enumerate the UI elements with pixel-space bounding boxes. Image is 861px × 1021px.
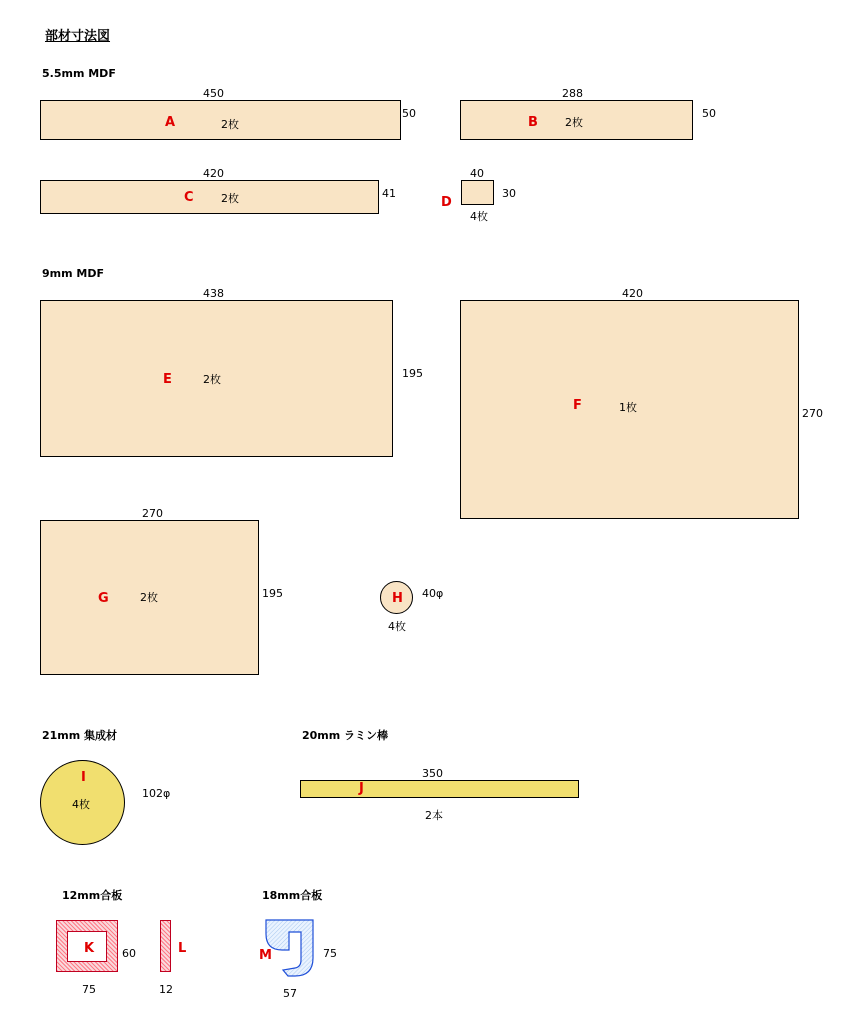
part-c-label: C xyxy=(184,190,194,205)
part-i-label: I xyxy=(81,770,86,785)
part-g-width: 270 xyxy=(142,507,163,520)
part-b-height: 50 xyxy=(702,107,716,120)
part-e-height: 195 xyxy=(402,367,423,380)
part-j-bar xyxy=(300,780,579,798)
part-b-width: 288 xyxy=(562,87,583,100)
page-title: 部材寸法図 xyxy=(45,29,111,44)
section-ramin-20: 20mm ラミン棒 xyxy=(302,729,389,742)
part-e-count: 2枚 xyxy=(203,373,221,386)
part-j-count: 2本 xyxy=(425,809,443,822)
part-i-count: 4枚 xyxy=(72,798,90,811)
part-a-height: 50 xyxy=(402,107,416,120)
part-j-label: J xyxy=(359,781,364,796)
part-k-label: K xyxy=(84,941,95,956)
part-m-label: M xyxy=(259,948,272,963)
part-c-height: 41 xyxy=(382,187,396,200)
section-mdf-5-5: 5.5mm MDF xyxy=(42,67,116,80)
part-a-label: A xyxy=(165,115,176,130)
part-h-count: 4枚 xyxy=(388,620,406,633)
part-a-width: 450 xyxy=(203,87,224,100)
part-a-count: 2枚 xyxy=(221,118,239,131)
part-f-width: 420 xyxy=(622,287,643,300)
part-l-strip xyxy=(160,920,171,972)
part-k-height: 60 xyxy=(122,947,136,960)
part-b-label: B xyxy=(528,115,538,130)
part-d-width: 40 xyxy=(470,167,484,180)
part-m-height: 75 xyxy=(323,947,337,960)
part-f-label: F xyxy=(573,398,582,413)
part-g-height: 195 xyxy=(262,587,283,600)
part-l-label: L xyxy=(178,941,187,956)
part-e-label: E xyxy=(163,372,172,387)
part-c-width: 420 xyxy=(203,167,224,180)
section-mdf-9: 9mm MDF xyxy=(42,267,104,280)
part-f-count: 1枚 xyxy=(619,401,637,414)
part-e-width: 438 xyxy=(203,287,224,300)
part-h-diameter: 40φ xyxy=(422,587,444,600)
part-g-label: G xyxy=(98,591,109,606)
part-h-label: H xyxy=(392,591,403,606)
part-i-diameter: 102φ xyxy=(142,787,171,800)
part-d-count: 4枚 xyxy=(470,210,488,223)
part-l-width: 12 xyxy=(159,983,173,996)
part-j-length: 350 xyxy=(422,767,443,780)
part-c-panel xyxy=(40,180,379,214)
part-m-width: 57 xyxy=(283,987,297,1000)
part-k-width: 75 xyxy=(82,983,96,996)
part-b-count: 2枚 xyxy=(565,116,583,129)
part-d-panel xyxy=(461,180,494,205)
section-shuseizai-21: 21mm 集成材 xyxy=(42,729,118,742)
part-f-height: 270 xyxy=(802,407,823,420)
part-c-count: 2枚 xyxy=(221,192,239,205)
part-d-height: 30 xyxy=(502,187,516,200)
part-g-count: 2枚 xyxy=(140,591,158,604)
section-goban-18: 18mm合板 xyxy=(262,889,323,902)
part-d-label: D xyxy=(441,195,452,210)
section-goban-12: 12mm合板 xyxy=(62,889,123,902)
